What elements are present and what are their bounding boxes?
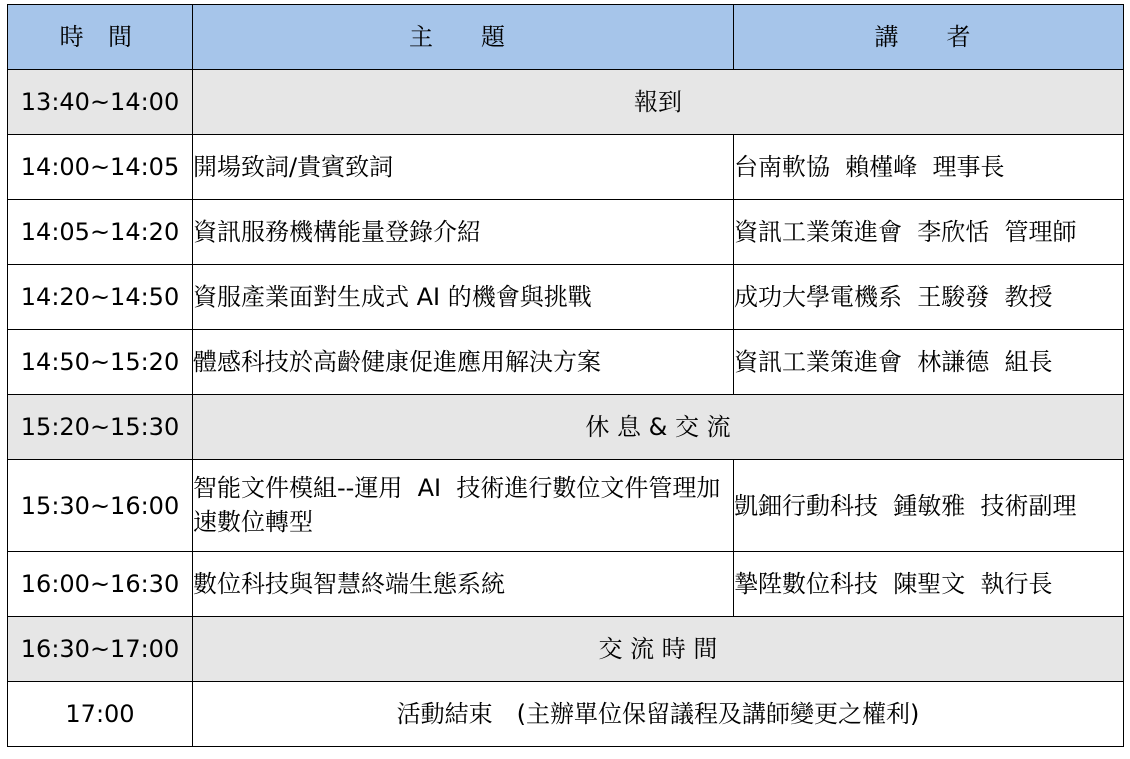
row-time: 15:30~16:00	[8, 460, 193, 552]
row-speaker: 成功大學電機系 王駿發 教授	[734, 265, 1124, 330]
agenda-row	[8, 200, 1124, 265]
agenda-row	[8, 682, 1124, 747]
header-topic: 主 題	[193, 5, 734, 70]
row-time: 15:20~15:30	[8, 395, 193, 460]
header-speaker: 講 者	[734, 5, 1124, 70]
row-time: 16:00~16:30	[8, 552, 193, 617]
row-speaker: 資訊工業策進會 林謙德 組長	[734, 330, 1124, 395]
agenda-row	[8, 552, 1124, 617]
row-span-text: 休 息 & 交 流	[193, 395, 1124, 460]
row-span-text: 報到	[193, 70, 1124, 135]
row-topic: 體感科技於高齡健康促進應用解決方案	[193, 330, 734, 395]
row-time: 14:05~14:20	[8, 200, 193, 265]
agenda-row	[8, 617, 1124, 682]
row-span-text: 交 流 時 間	[193, 617, 1124, 682]
header-time: 時 間	[8, 5, 193, 70]
agenda-table	[7, 4, 1124, 747]
row-topic: 開場致詞/貴賓致詞	[193, 135, 734, 200]
header-row	[8, 5, 1124, 70]
agenda-row	[8, 135, 1124, 200]
row-time: 16:30~17:00	[8, 617, 193, 682]
row-span-text: 活動結束 (主辦單位保留議程及講師變更之權利)	[193, 682, 1124, 747]
agenda-row	[8, 395, 1124, 460]
agenda-row	[8, 460, 1124, 552]
row-topic: 智能文件模組--運用 AI 技術進行數位文件管理加速數位轉型	[193, 460, 734, 552]
row-time: 17:00	[8, 682, 193, 747]
agenda-row	[8, 70, 1124, 135]
row-time: 14:50~15:20	[8, 330, 193, 395]
agenda-row	[8, 265, 1124, 330]
row-time: 14:20~14:50	[8, 265, 193, 330]
row-topic: 資服產業面對生成式 AI 的機會與挑戰	[193, 265, 734, 330]
row-speaker: 資訊工業策進會 李欣恬 管理師	[734, 200, 1124, 265]
row-time: 13:40~14:00	[8, 70, 193, 135]
row-topic: 資訊服務機構能量登錄介紹	[193, 200, 734, 265]
row-speaker: 台南軟協 賴槿峰 理事長	[734, 135, 1124, 200]
row-speaker: 摯陞數位科技 陳聖文 執行長	[734, 552, 1124, 617]
row-time: 14:00~14:05	[8, 135, 193, 200]
row-speaker: 凱鈿行動科技 鍾敏雅 技術副理	[734, 460, 1124, 552]
agenda-row	[8, 330, 1124, 395]
row-topic: 數位科技與智慧終端生態系統	[193, 552, 734, 617]
